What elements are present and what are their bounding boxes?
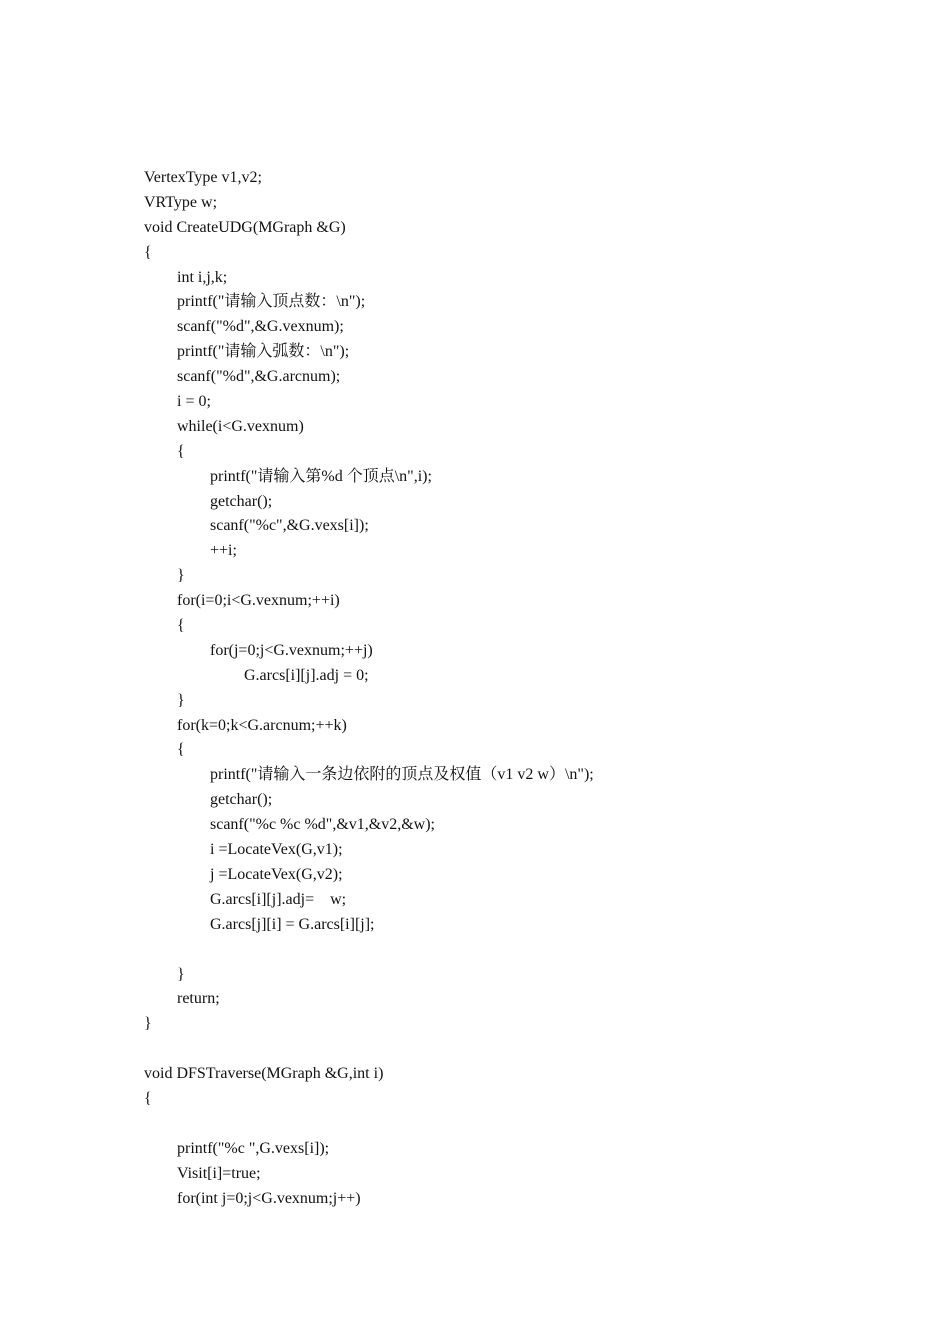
code-line: printf("请输入一条边依附的顶点及权值（v1 v2 w）\n"); (210, 766, 594, 784)
code-line: i = 0; (177, 393, 211, 411)
code-line: void DFSTraverse(MGraph &G,int i) (144, 1065, 384, 1083)
code-line: } (177, 965, 185, 983)
code-line: } (177, 691, 185, 709)
blank-line (144, 1112, 904, 1137)
code-line: ++i; (210, 542, 237, 560)
code-line: for(j=0;j<G.vexnum;++j) (210, 641, 373, 659)
code-line: while(i<G.vexnum) (177, 417, 304, 435)
code-line: { (177, 741, 185, 759)
code-line: int i,j,k; (177, 268, 228, 286)
code-line: scanf("%d",&G.arcnum); (177, 368, 341, 386)
code-line: scanf("%c %c %d",&v1,&v2,&w); (210, 816, 435, 834)
code-line: for(k=0;k<G.arcnum;++k) (177, 716, 347, 734)
code-line: { (177, 442, 185, 460)
blank-line (144, 938, 904, 963)
code-line: for(int j=0;j<G.vexnum;j++) (177, 1189, 361, 1207)
code-line: printf("请输入弧数：\n"); (177, 343, 350, 361)
code-line: VertexType v1,v2; (144, 169, 262, 186)
code-line: getchar(); (210, 791, 273, 809)
code-line: j =LocateVex(G,v2); (210, 865, 343, 883)
code-line: void CreateUDG(MGraph &G) (144, 218, 346, 236)
code-line: Visit[i]=true; (177, 1164, 261, 1182)
code-line: G.arcs[i][j].adj= w; (210, 890, 347, 908)
code-line: for(i=0;i<G.vexnum;++i) (177, 592, 340, 610)
code-line: scanf("%d",&G.vexnum); (177, 318, 344, 336)
blank-line (144, 1037, 904, 1062)
code-line: printf("请输入顶点数：\n"); (177, 293, 366, 311)
code-line: VRType w; (144, 193, 218, 211)
code-line: printf("%c ",G.vexs[i]); (177, 1139, 330, 1157)
code-line: getchar(); (210, 492, 273, 510)
code-line: { (177, 617, 185, 635)
code-line: { (144, 243, 152, 261)
code-line: } (177, 567, 185, 585)
code-line: return; (177, 990, 220, 1008)
code-line: printf("请输入第%d 个顶点\n",i); (210, 467, 432, 485)
code-line: { (144, 1089, 152, 1107)
code-line: scanf("%c",&G.vexs[i]); (210, 517, 369, 535)
code-listing (144, 166, 904, 1211)
code-line: } (144, 1015, 152, 1033)
code-line: i =LocateVex(G,v1); (210, 841, 343, 859)
code-line: G.arcs[j][i] = G.arcs[i][j]; (210, 915, 375, 933)
code-line: G.arcs[i][j].adj = 0; (244, 666, 369, 684)
